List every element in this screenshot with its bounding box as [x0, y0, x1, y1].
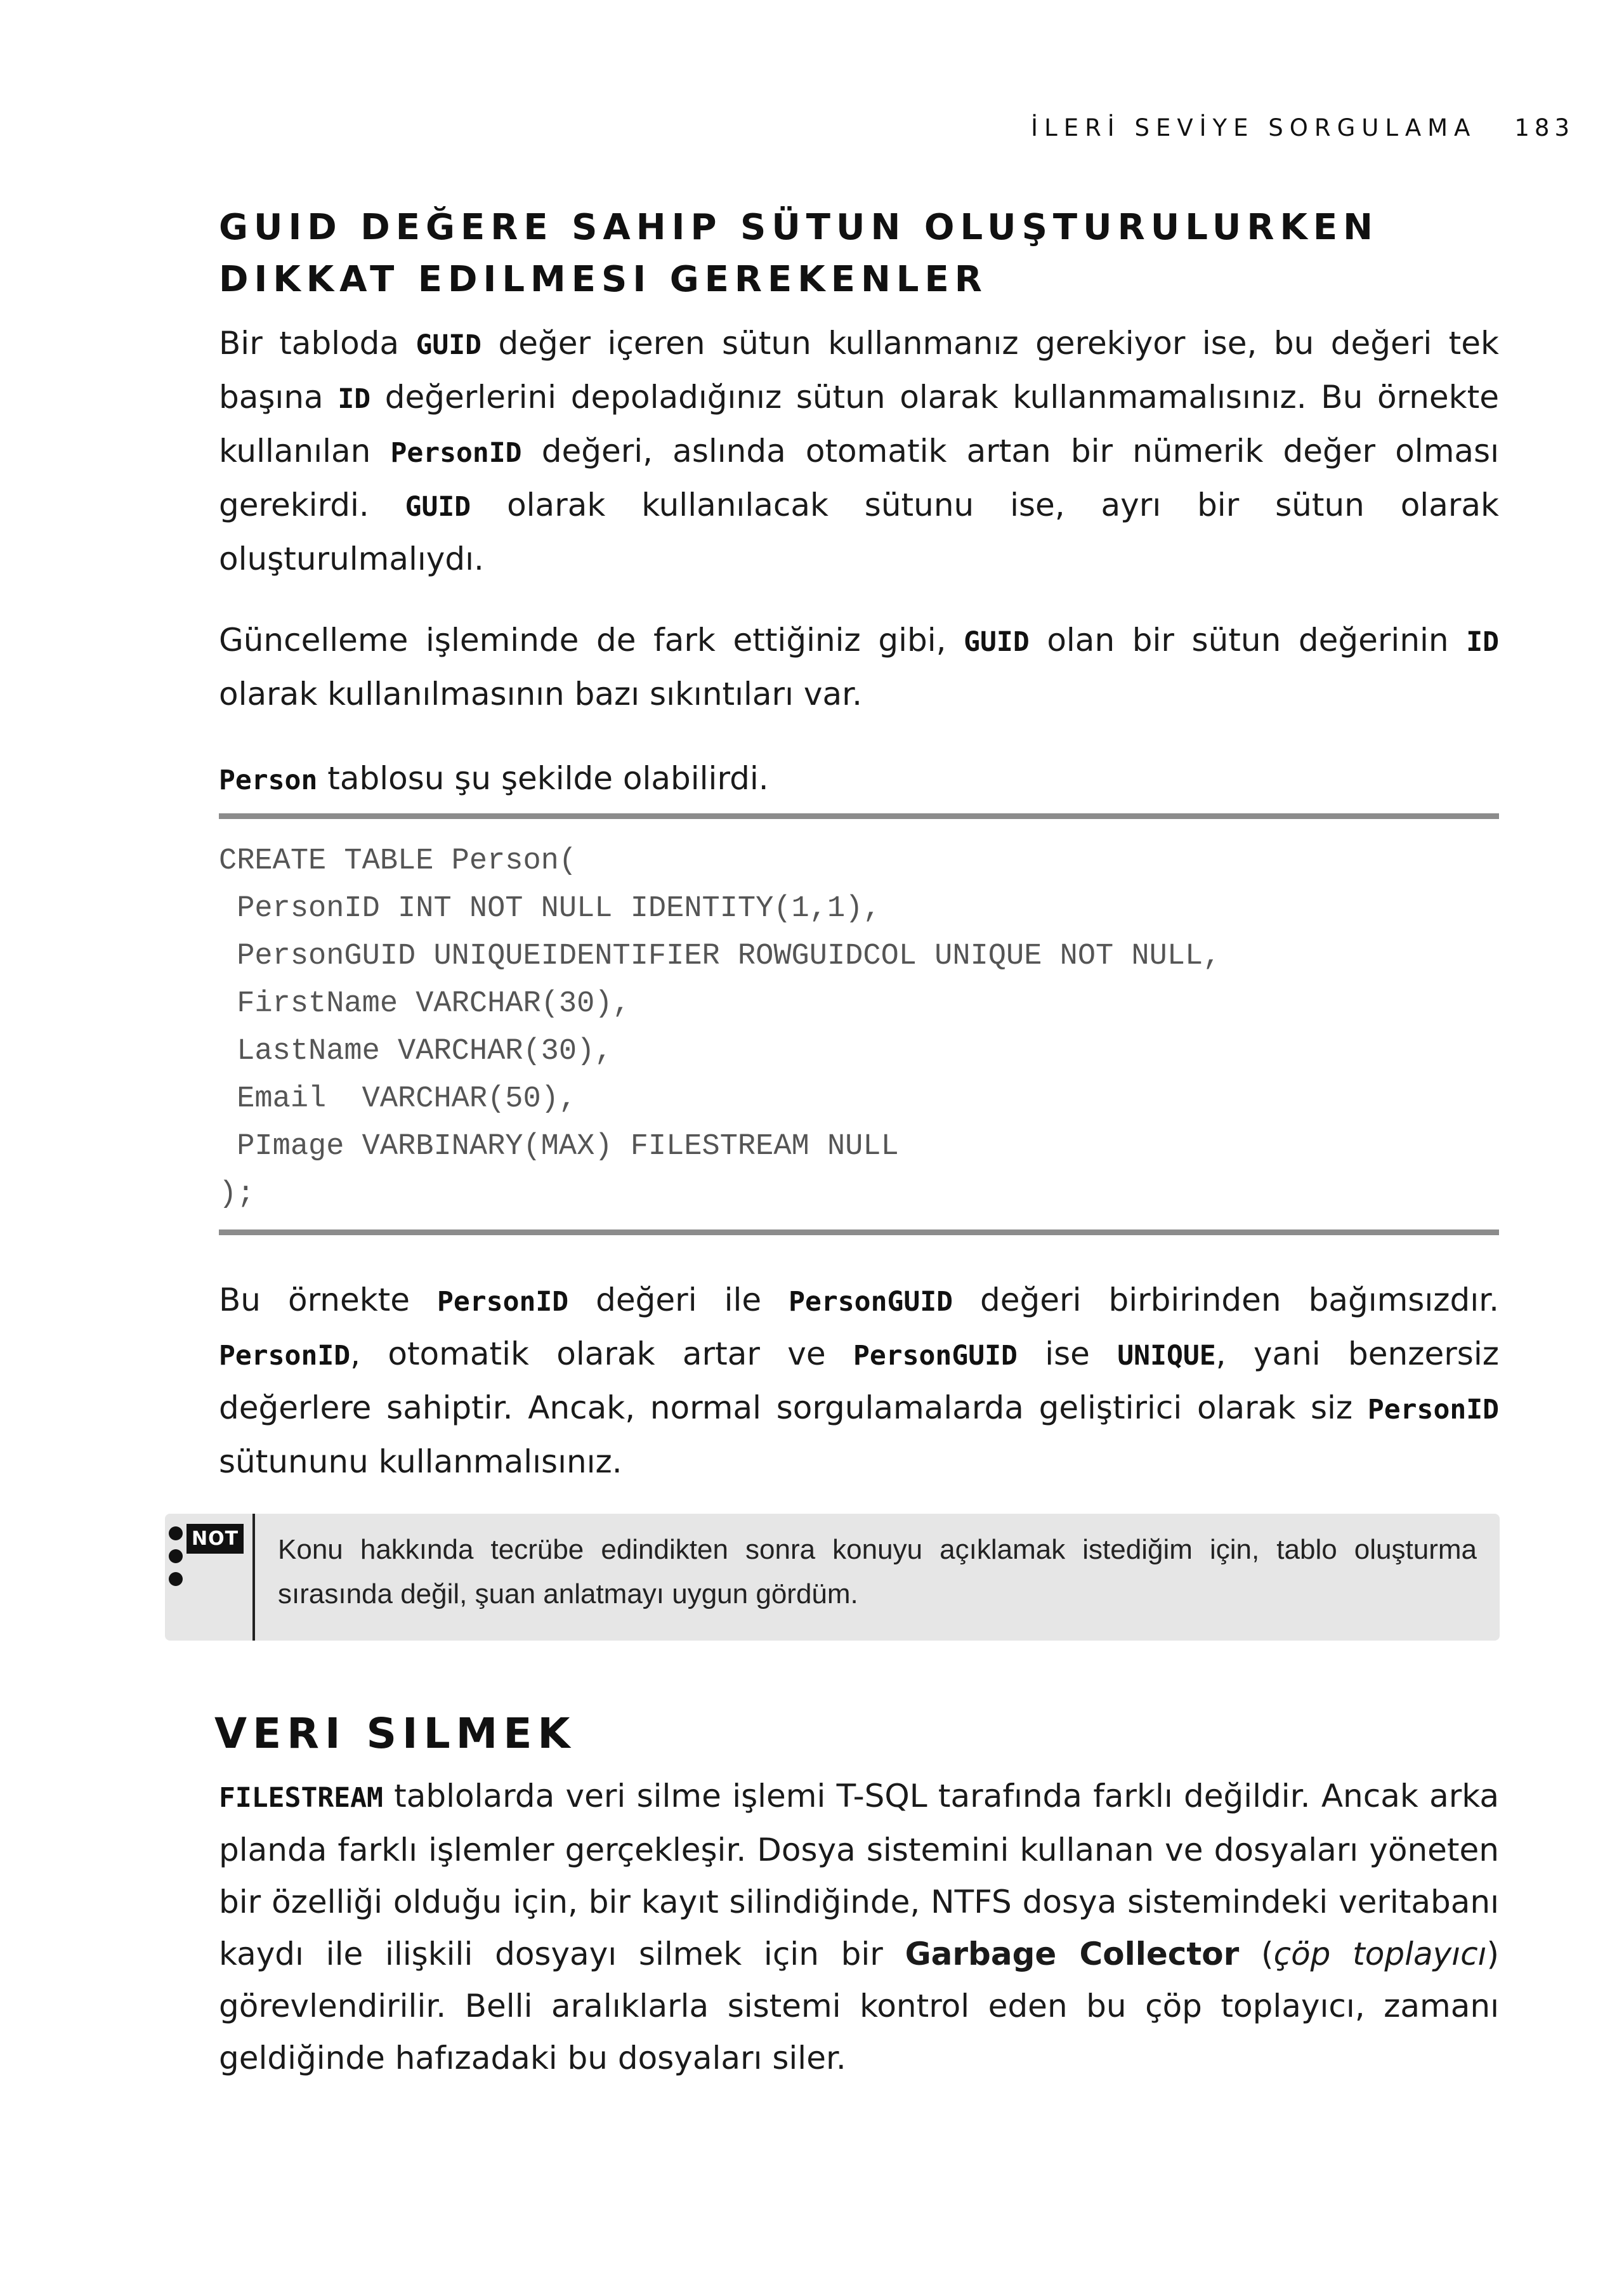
inline-code: GUID	[964, 626, 1030, 658]
inline-code: GUID	[405, 491, 471, 523]
paragraph-filestream-delete: FILESTREAM tablolarda veri silme işlemi T-SQL tarafında farklı değildir. Ancak arka planda farklı işlemler gerçekleşir. Dosya sistemini kullanan ve dosyaları yöneten bir özelliği olduğu için, bir kayıt silindiğinde, NTFS dosya sistemindeki veritabanı kaydı ile ilişkili dosyayı silmek için bir Garbage Collector (çöp toplayıcı) görevlendirilir. Belli aralıklarla sistemi kontrol eden bu çöp toplayıcı, zamanı geldiğinde hafızadaki bu dosyaları siler.	[219, 1778, 1499, 2076]
code-block-top-rule	[219, 813, 1499, 819]
running-title: İLERİ SEVİYE SORGULAMA	[1031, 114, 1477, 141]
sql-code-block: CREATE TABLE Person( PersonID INT NOT NULL IDENTITY(1,1), PersonGUID UNIQUEIDENTIFIER ROWGUIDCOL UNIQUE NOT NULL, FirstName VARCHAR(30), LastName VARCHAR(30), Email VARCHAR(50), PImage VARBINARY(MAX) FILESTREAM NULL );	[219, 844, 1221, 1211]
paragraph-guid-intro: Bir tabloda GUID değer içeren sütun kullanmanız gerekiyor ise, bu değeri tek başına ID değerlerini depoladığınız sütun olarak kullanmamalısınız. Bu örnekte kullanılan PersonID değeri, aslında otomatik artan bir nümerik değer olması gerekirdi. GUID olarak kullanılacak sütunu ise, ayrı bir sütun olarak oluşturulmalıydı.	[219, 325, 1499, 577]
inline-code: PersonGUID	[789, 1286, 953, 1318]
running-header	[1031, 114, 1575, 141]
italic-term: çöp toplayıcı	[1273, 1936, 1487, 1972]
inline-code: UNIQUE	[1117, 1340, 1216, 1372]
paragraph-person-table: Person tablosu şu şekilde olabilirdi.	[219, 760, 769, 797]
inline-code: Person	[219, 764, 318, 796]
inline-code: PersonID	[1367, 1394, 1499, 1426]
paragraph-personid-explanation: Bu örnekte PersonID değeri ile PersonGUID değeri birbirinden bağımsızdır. PersonID, otomatik olarak artar ve PersonGUID ise UNIQUE, yani benzersiz değerlere sahiptir. Ancak, normal sorgulamalarda geliştirici olarak siz PersonID sütununu kullanmalısınız.	[219, 1282, 1499, 1480]
code-block-bottom-rule	[219, 1229, 1499, 1235]
inline-code: PersonID	[219, 1340, 351, 1372]
inline-code: PersonID	[390, 437, 522, 469]
bold-term: Garbage Collector	[905, 1936, 1240, 1972]
note-text: Konu hakkında tecrübe edindikten sonra konuyu açıklamak istediğim için, tablo oluşturma sırasında değil, şuan anlatmayı uygun gördüm.	[278, 1534, 1477, 1610]
section-title-guid: GUID DEĞERE SAHIP SÜTUN OLUŞTURULURKEN DIKKAT EDILMESI GEREKENLER	[219, 207, 1378, 300]
inline-code: ID	[337, 383, 371, 415]
section-title-delete: VERI SILMEK	[214, 1709, 576, 1758]
inline-code: ID	[1466, 626, 1499, 658]
note-badge	[165, 1514, 255, 1641]
note-badge-label: NOT	[187, 1524, 244, 1554]
page-number: 183	[1514, 114, 1575, 141]
inline-code: PersonID	[437, 1286, 569, 1318]
inline-code: FILESTREAM	[219, 1782, 383, 1814]
inline-code: PersonGUID	[853, 1340, 1018, 1372]
paragraph-update-note: Güncelleme işleminde de fark ettiğiniz gibi, GUID olan bir sütun değerinin ID olarak kullanılmasının bazı sıkıntıları var.	[219, 622, 1499, 712]
inline-code: GUID	[416, 329, 482, 361]
note-box	[165, 1514, 1500, 1641]
note-dots-icon	[169, 1526, 183, 1595]
